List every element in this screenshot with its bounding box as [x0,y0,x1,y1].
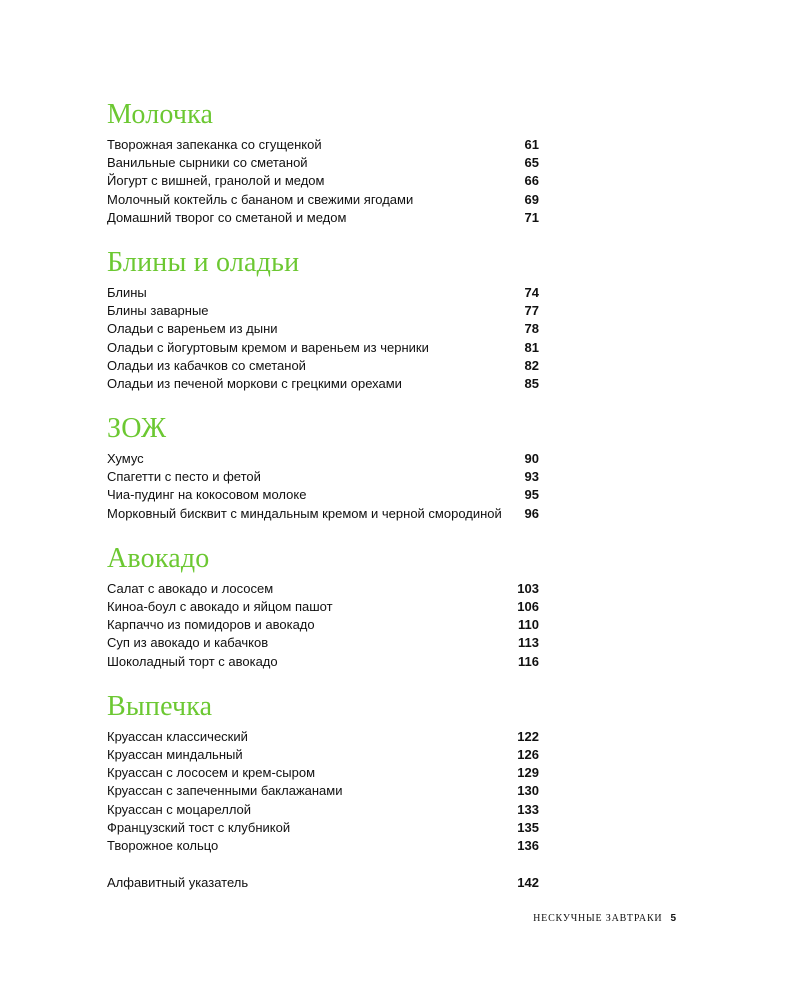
toc-entry[interactable] [107,320,539,338]
entry-title: Ванильные сырники со сметаной [107,155,308,171]
entry-title: Круассан миндальный [107,746,243,762]
toc-entry[interactable] [107,209,539,227]
entry-page-number: 65 [524,155,539,171]
entry-page-number: 82 [524,357,539,373]
entry-title: Круассан с лососем и крем-сыром [107,765,316,781]
section-title: Авокадо [107,542,210,574]
entry-page-number: 110 [518,617,539,633]
toc-entry[interactable] [107,746,539,764]
toc-entry[interactable] [107,375,539,393]
entry-title: Молочный коктейль с бананом и свежими ягодами [107,191,414,207]
entry-title: Оладьи из печеной моркови с грецкими орехами [107,375,402,391]
entry-page-number: 66 [524,173,539,189]
page-footer [533,913,676,924]
section-title: Молочка [107,99,214,130]
entry-title: Круассан с запеченными баклажанами [107,783,343,799]
entry-page-number: 126 [517,746,539,762]
toc-entry[interactable] [107,616,539,634]
entry-title: Круассан с моцареллой [107,801,252,817]
toc-entry[interactable] [107,653,539,671]
toc-entry[interactable] [107,486,539,504]
entry-page-number: 78 [524,321,539,337]
section-title: ЗОЖ [107,413,167,445]
toc-entry-index[interactable] [107,874,539,892]
running-title: НЕСКУЧНЫЕ ЗАВТРАКИ [533,913,663,924]
toc-section [107,246,539,393]
toc-entry[interactable] [107,468,539,486]
toc-entry[interactable] [107,154,539,172]
toc-section [107,412,539,523]
entry-title: Морковный бисквит с миндальным кремом и черной смородиной [107,505,502,521]
entry-page-number: 69 [524,191,539,207]
toc-entry[interactable] [107,357,539,375]
toc-section [107,690,539,855]
entry-title: Оладьи с вареньем из дыни [107,321,278,337]
toc-entry[interactable] [107,634,539,652]
entry-title: Суп из авокадо и кабачков [107,635,269,651]
entry-page-number: 61 [524,137,539,152]
entry-title: Киноа-боул с авокадо и яйцом пашот [107,599,333,614]
entry-page-number: 129 [517,765,539,781]
entry-page-number: 133 [517,801,539,817]
entry-page-number: 85 [524,375,539,391]
toc-entry[interactable] [107,728,539,746]
entry-page-number: 106 [517,599,539,614]
entry-page-number: 130 [517,783,539,799]
entry-title: Блины [107,284,147,300]
toc-entry[interactable] [107,191,539,209]
entry-page-number: 81 [524,339,539,355]
entry-title: Хумус [107,451,144,467]
entry-title: Домашний творог со сметаной и медом [107,209,347,225]
entry-title: Оладьи с йогуртовым кремом и вареньем из черники [107,339,429,355]
toc-entry[interactable] [107,837,539,855]
entry-page-number: 116 [518,653,539,669]
section-title: Блины и оладьи [107,246,300,278]
toc-entry[interactable] [107,284,539,302]
entry-title: Блины заварные [107,303,209,319]
entry-title: Круассан классический [107,728,248,744]
toc-entry[interactable] [107,505,539,523]
entry-title: Оладьи из кабачков со сметаной [107,357,306,373]
section-title: Выпечка [107,690,213,722]
index-title: Алфавитный указатель [107,875,249,891]
entry-title: Творожное кольцо [107,837,219,853]
entry-title: Французский тост с клубникой [107,819,291,835]
toc-entry[interactable] [107,598,539,616]
toc-entry[interactable] [107,764,539,782]
entry-title: Творожная запеканка со сгущенкой [107,137,322,152]
page-number: 5 [670,913,676,924]
entry-page-number: 96 [524,505,539,521]
toc-entry[interactable] [107,819,539,837]
entry-page-number: 90 [524,451,539,467]
entry-title: Йогурт с вишней, гранолой и медом [107,173,325,189]
toc-entry[interactable] [107,339,539,357]
table-of-contents [107,98,539,892]
entry-page-number: 113 [518,635,539,651]
entry-title: Шоколадный торт с авокадо [107,653,278,669]
toc-section [107,98,539,227]
index-page-number: 142 [517,875,539,891]
entry-title: Карпаччо из помидоров и авокадо [107,617,315,633]
entry-page-number: 136 [517,837,539,853]
toc-entry[interactable] [107,302,539,320]
entry-page-number: 95 [524,487,539,503]
toc-entry[interactable] [107,782,539,800]
entry-page-number: 122 [517,728,539,744]
entry-title: Салат с авокадо и лососем [107,580,274,596]
entry-page-number: 103 [517,580,539,596]
toc-entry[interactable] [107,580,539,598]
entry-page-number: 74 [524,284,539,300]
entry-page-number: 93 [524,469,539,485]
entry-title: Чиа-пудинг на кокосовом молоке [107,487,307,503]
entry-page-number: 135 [517,819,539,835]
toc-entry[interactable] [107,801,539,819]
entry-page-number: 71 [524,209,539,225]
toc-entry[interactable] [107,172,539,190]
toc-entry[interactable] [107,450,539,468]
toc-entry[interactable] [107,136,539,154]
toc-section [107,542,539,671]
entry-page-number: 77 [524,303,539,319]
entry-title: Спагетти с песто и фетой [107,469,261,485]
